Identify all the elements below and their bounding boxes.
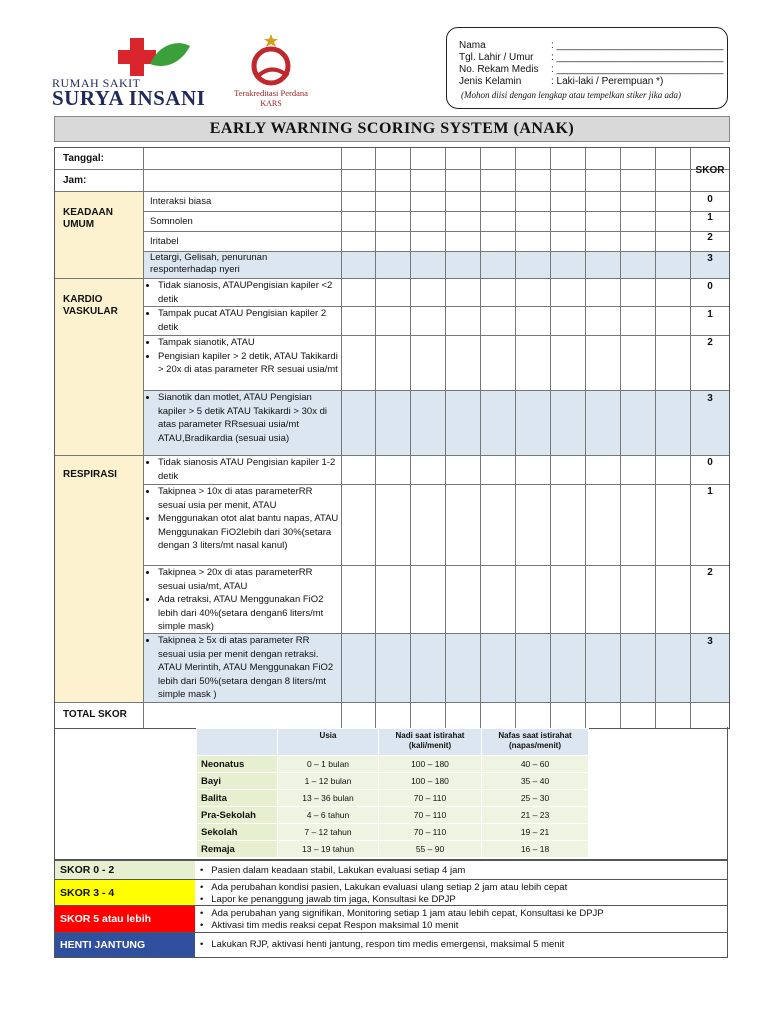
table-cell: 19 – 21 (482, 824, 589, 841)
legend-text (200, 882, 567, 906)
jam-label: Jam: (63, 175, 87, 186)
grid-line (655, 148, 656, 728)
criteria-bullet: • Sianotik dan motlet, ATAU Pengisian kapiler > 5 detik ATAU Takikardi > 30x di atas parameter RRsesuai usia/mt ATAU,Bradikardia (sesuai usia) (158, 391, 339, 445)
criteria-bullet: • Tidak sianosis, ATAUPengisian kapiler <2 detik (158, 279, 339, 306)
table-cell: 4 – 6 tahun (278, 807, 379, 824)
criteria-text (147, 307, 339, 334)
grid-line (515, 148, 516, 728)
legend-text (200, 865, 465, 877)
patient-value[interactable]: : ______________________________ (551, 64, 724, 75)
table-cell: Pra-Sekolah (197, 807, 278, 824)
grid-line (375, 148, 376, 728)
patient-label: No. Rekam Medis (459, 64, 539, 75)
score-value: 3 (707, 636, 713, 647)
table-cell: 55 – 90 (379, 841, 482, 858)
legend-badge: HENTI JANTUNG (55, 933, 195, 957)
grid-line (143, 231, 729, 232)
total-skor-label: TOTAL SKOR (63, 709, 127, 720)
table-cell: 100 – 180 (379, 756, 482, 773)
criteria-text (147, 456, 341, 483)
criteria-bullet: • Takipnea > 20x di atas parameterRR sesuai usia/mt, ATAU (158, 566, 339, 593)
criteria-text: Interaksi biasa (150, 196, 212, 207)
table-cell: 70 – 110 (379, 807, 482, 824)
table-cell: 25 – 30 (482, 790, 589, 807)
criteria-text (147, 485, 339, 553)
patient-label: Nama (459, 40, 486, 51)
section-kardiovaskular: KARDIO VASKULAR (63, 294, 118, 317)
legend-line: • Ada perubahan yang signifikan, Monitoring setiap 1 jam atau lebih cepat, Konsultasi ke DPJP (200, 908, 604, 919)
table-cell: 13 – 36 bulan (278, 790, 379, 807)
criteria-bullet: • Takipnea > 10x di atas parameterRR sesuai usia per menit, ATAU (158, 485, 339, 512)
score-value: 0 (707, 281, 713, 292)
score-value: 1 (707, 486, 713, 497)
table-cell: 21 – 23 (482, 807, 589, 824)
grid-line (585, 148, 586, 728)
legend-line-text: Ada perubahan kondisi pasien, Lakukan evaluasi ulang setiap 2 jam atau lebih cepat (211, 882, 568, 893)
table-cell: 1 – 12 bulan (278, 773, 379, 790)
table-cell: 13 – 19 tahun (278, 841, 379, 858)
patient-info-box (446, 27, 728, 109)
table-cell: 40 – 60 (482, 756, 589, 773)
legend-line: • Pasien dalam keadaan stabil, Lakukan evaluasi setiap 4 jam (200, 865, 466, 876)
legend-line: • Lakukan RJP, aktivasi henti jantung, respon tim medis emergensi, maksimal 5 menit (200, 939, 565, 950)
criteria-text (147, 634, 339, 702)
accreditation-text: Terakreditasi Perdana (234, 88, 308, 98)
grid-line (55, 169, 729, 170)
grid-line (143, 148, 144, 728)
table-cell: 35 – 40 (482, 773, 589, 790)
patient-value[interactable]: : ______________________________ (551, 40, 724, 51)
legend-line: • Aktivasi tim medis reaksi cepat Respon maksimal 10 menit (200, 920, 459, 931)
criteria-text (147, 336, 339, 377)
grid-line (550, 148, 551, 728)
hospital-name-line1: RUMAH SAKIT (52, 76, 141, 90)
grid-line (341, 148, 342, 728)
grid-line (143, 211, 729, 212)
legend-row-arrest (54, 933, 728, 958)
section-respirasi: RESPIRASI (63, 469, 117, 480)
legend-line-text: Lapor ke penanggung jawab tim jaga, Konsultasi ke DPJP (211, 894, 456, 905)
criteria-bullet: • Pengisian kapiler > 2 detik, ATAU Takikardi > 20x di atas parameter RR sesuai usia/mt (158, 350, 339, 377)
table-cell: Balita (197, 790, 278, 807)
criteria-bullet: • Tampak sianotik, ATAU (158, 336, 339, 350)
patient-value[interactable]: : ______________________________ (551, 52, 724, 63)
legend-row-stable (54, 860, 728, 880)
grid-line (410, 148, 411, 728)
tanggal-label: Tanggal: (63, 153, 104, 164)
hospital-name-line2: SURYA INSANI (52, 86, 206, 110)
table-cell: 7 – 12 tahun (278, 824, 379, 841)
legend-row-moderate (54, 880, 728, 906)
score-value: 0 (707, 194, 713, 205)
score-value: 2 (707, 232, 713, 243)
legend-line: • Ada perubahan kondisi pasien, Lakukan evaluasi ulang setiap 2 jam atau lebih cepat (200, 882, 568, 893)
section-bg (55, 191, 143, 278)
table-cell: 70 – 110 (379, 790, 482, 807)
table-header: Usia (278, 729, 379, 756)
criteria-bullet: • Menggunakan otot alat bantu napas, ATAU Menggunakan FiO2lebih dari 30%(setara dengan 3 liters/mt nasal kanul) (158, 512, 339, 553)
score-value: 1 (707, 212, 713, 223)
form-title: EARLY WARNING SCORING SYSTEM (ANAK) (54, 116, 730, 142)
grid-line (55, 191, 729, 192)
scoring-grid (54, 147, 730, 729)
cross-leaf-icon (102, 36, 192, 78)
table-cell: 70 – 110 (379, 824, 482, 841)
table-cell: Sekolah (197, 824, 278, 841)
score-value: 2 (707, 567, 713, 578)
grid-line (55, 702, 729, 703)
table-cell: 16 – 18 (482, 841, 589, 858)
legend-line-text: Ada perubahan yang signifikan, Monitoring setiap 1 jam atau lebih cepat, Konsultasi ke DPJP (211, 908, 604, 919)
criteria-text: Iritabel (150, 236, 179, 247)
criteria-text (147, 279, 339, 306)
table-cell: Neonatus (197, 756, 278, 773)
hospital-logo (52, 36, 212, 111)
score-value: 3 (707, 253, 713, 264)
score-value: 3 (707, 393, 713, 404)
section-keadaan-umum: KEADAAN UMUM (63, 207, 113, 230)
kars-emblem-icon (216, 32, 326, 88)
section-bg (55, 455, 143, 702)
patient-note: (Mohon diisi dengan lengkap atau tempelkan stiker jika ada) (461, 90, 681, 100)
table-cell: 100 – 180 (379, 773, 482, 790)
table-header: Nafas saat istirahat (napas/menit) (482, 729, 589, 756)
table-cell: Bayi (197, 773, 278, 790)
legend-line-text: Lakukan RJP, aktivasi henti jantung, respon tim medis emergensi, maksimal 5 menit (211, 939, 565, 950)
criteria-text (147, 566, 339, 634)
vitals-frame (54, 727, 728, 860)
score-value: 2 (707, 337, 713, 348)
accreditation-logo (216, 32, 326, 112)
criteria-text: Letargi, Gelisah, penurunan responterhadap nyeri (150, 252, 268, 275)
criteria-bullet: • Takipnea ≥ 5x di atas parameter RR sesuai usia per menit dengan retraksi. ATAU Merintih, ATAU Menggunakan FiO2 lebih dari 50%(setara dengan 8 liters/mt simple mask ) (158, 634, 339, 702)
skor-header: SKOR (695, 165, 725, 176)
table-header: Nadi saat istirahat (kali/menit) (379, 729, 482, 756)
legend-text (200, 939, 564, 951)
legend-line-text: Aktivasi tim medis reaksi cepat Respon maksimal 10 menit (211, 920, 459, 931)
criteria-bullet: • Tidak sianosis ATAU Pengisian kapiler 1-2 detik (158, 456, 341, 483)
criteria-bullet: • Ada retraksi, ATAU Menggunakan FiO2 lebih dari 40%(setara dengan6 liters/mt simple mask) (158, 593, 339, 634)
grid-line (620, 148, 621, 728)
table-cell: Remaja (197, 841, 278, 858)
criteria-text (147, 391, 339, 445)
legend-line-text: Pasien dalam keadaan stabil, Lakukan evaluasi setiap 4 jam (211, 865, 466, 876)
legend-badge: SKOR 0 - 2 (55, 861, 195, 879)
criteria-text: Somnolen (150, 216, 193, 227)
criteria-bullet: • Tampak pucat ATAU Pengisian kapiler 2 detik (158, 307, 339, 334)
grid-line (480, 148, 481, 728)
legend-row-high (54, 906, 728, 933)
legend-badge: SKOR 5 atau lebih (55, 906, 195, 932)
patient-value[interactable]: : Laki-laki / Perempuan *) (551, 76, 664, 87)
score-value: 0 (707, 457, 713, 468)
patient-label: Jenis Kelamin (459, 76, 522, 87)
legend-line: • Lapor ke penanggung jawab tim jaga, Konsultasi ke DPJP (200, 894, 456, 905)
legend-badge: SKOR 3 - 4 (55, 880, 195, 905)
grid-line (445, 148, 446, 728)
legend-text (200, 908, 604, 932)
accreditation-kars: KARS (260, 99, 282, 108)
score-value: 1 (707, 309, 713, 320)
patient-label: Tgl. Lahir / Umur (459, 52, 534, 63)
table-cell: 0 – 1 bulan (278, 756, 379, 773)
